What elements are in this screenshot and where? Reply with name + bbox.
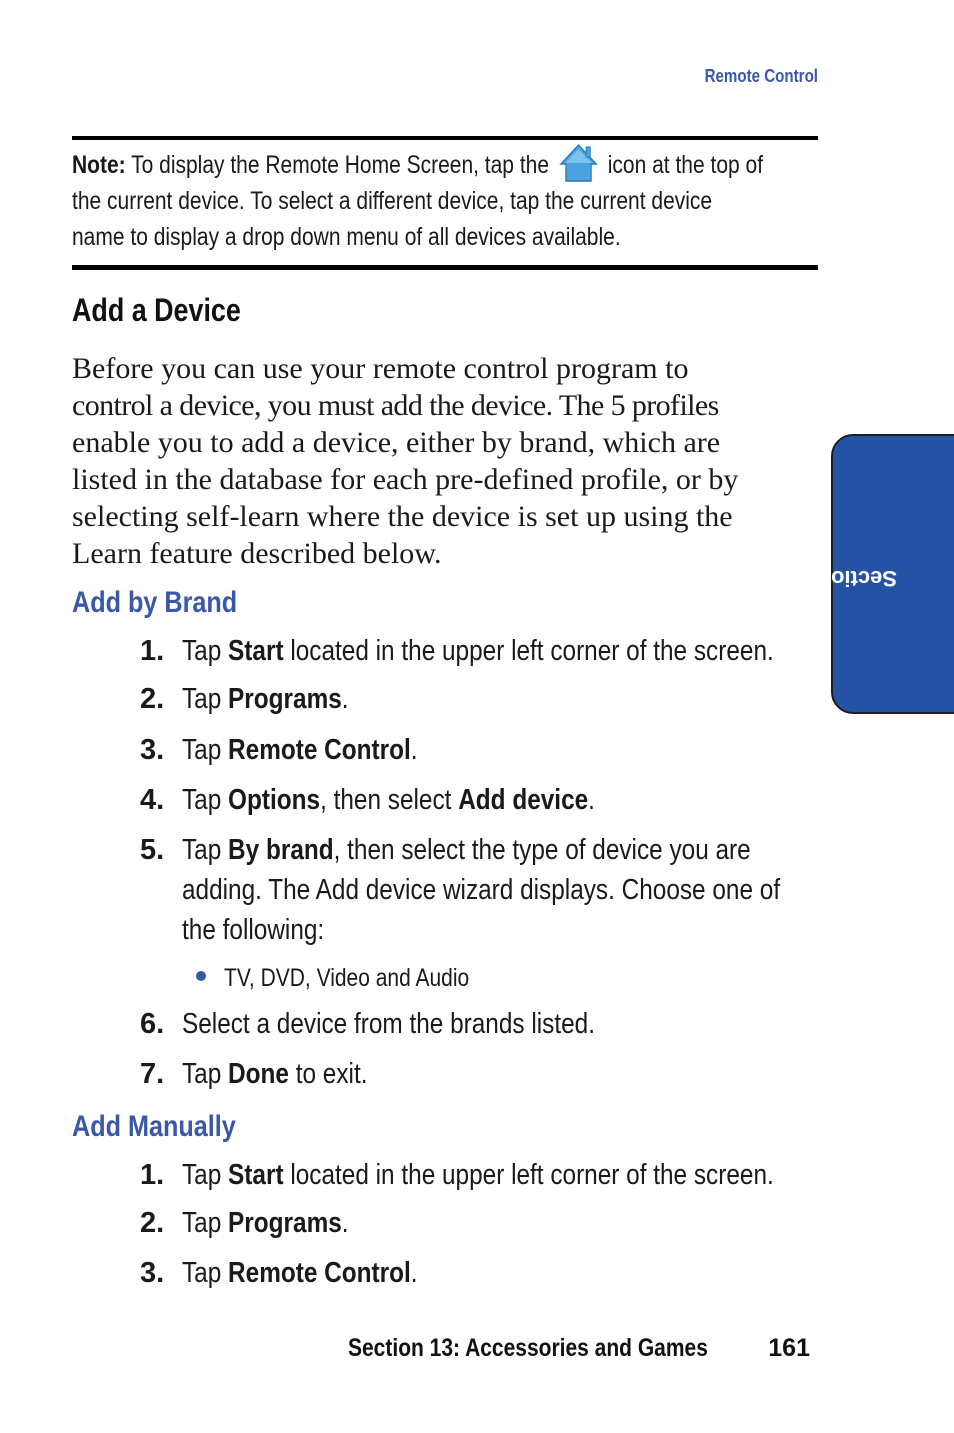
intro-line: control a device, you must add the device. The 5 profiles: [72, 389, 719, 422]
step-number: 4.: [140, 784, 165, 816]
step-bold-term: Start: [228, 635, 284, 667]
step-text: Tap: [182, 1058, 229, 1090]
step-text: Tap: [182, 784, 229, 816]
step-text: .: [588, 784, 595, 816]
note-line-3: name to display a drop down menu of all devices available.: [72, 223, 621, 251]
step-text: Tap: [182, 635, 229, 667]
note-line-2: the current device. To select a different device, tap the current device: [72, 187, 713, 215]
step-bold-term: Done: [228, 1058, 289, 1090]
note-top-rule: [72, 136, 818, 140]
step-text: Select a device from the brands listed.: [182, 1008, 595, 1040]
intro-paragraph: [72, 350, 812, 572]
step-text-line-3: the following:: [182, 914, 325, 946]
step-text: Tap: [182, 834, 229, 866]
step-number: 1.: [140, 635, 165, 667]
note-box: [72, 143, 954, 255]
note-bottom-rule: [72, 265, 818, 270]
step-text-line-2: adding. The Add device wizard displays. Choose one of: [182, 874, 781, 906]
step-number: 1.: [140, 1159, 165, 1191]
bullet-dot-icon: [196, 971, 206, 981]
step-number: 2.: [140, 1207, 165, 1239]
step-number: 2.: [140, 683, 165, 715]
step-text: .: [341, 1207, 349, 1239]
intro-line: listed in the database for each pre-defined profile, or by: [72, 463, 739, 496]
intro-line: enable you to add a device, either by brand, which are: [72, 426, 721, 459]
step-bold-term: Start: [228, 1159, 284, 1191]
step-text: located in the upper left corner of the screen.: [283, 635, 774, 667]
intro-line: Before you can use your remote control program to: [72, 352, 689, 385]
step-bold-term: Remote Control: [228, 1257, 411, 1289]
step-number: 6.: [140, 1008, 165, 1040]
step-text: , then select: [320, 784, 459, 816]
bullet-text: TV, DVD, Video and Audio: [224, 964, 470, 992]
step-text: Tap: [182, 1257, 229, 1289]
step-text: .: [410, 1257, 418, 1289]
footer-section-title: [348, 1334, 776, 1363]
step-bold-term: Programs: [228, 1207, 342, 1239]
step-text: Tap: [182, 683, 229, 715]
step-number: 7.: [140, 1058, 165, 1090]
step-bold-term: Options: [228, 784, 321, 816]
step-number: 5.: [140, 834, 165, 866]
step-bold-term: Programs: [228, 683, 342, 715]
note-line-1: [72, 143, 818, 183]
footer-section-text: Section 13: Accessories and Games: [348, 1334, 708, 1362]
intro-line: selecting self-learn where the device is set up using the: [72, 500, 733, 533]
step-text: located in the upper left corner of the screen.: [283, 1159, 774, 1191]
step-text: to exit.: [288, 1058, 368, 1090]
note-text-after-icon: icon at the top of: [607, 151, 764, 179]
section-side-tab-text: Section 13: [786, 566, 898, 591]
subhead-add-by-brand: [72, 586, 269, 620]
step-text: , then select the type of device you are: [333, 834, 751, 866]
note-label: Note:: [72, 151, 126, 179]
section-title: [72, 292, 273, 329]
note-text-before-icon: To display the Remote Home Screen, tap the: [131, 151, 550, 179]
step-bold-term: Add device: [458, 784, 589, 816]
step-text: .: [410, 734, 418, 766]
subhead-add-by-brand-text: Add by Brand: [72, 586, 238, 619]
step-text: .: [341, 683, 349, 715]
step-text: Tap: [182, 734, 229, 766]
step-text: Tap: [182, 1207, 229, 1239]
intro-line: Learn feature described below.: [72, 537, 442, 570]
section-title-text: Add a Device: [72, 292, 241, 328]
subhead-add-manually-text: Add Manually: [72, 1110, 236, 1143]
home-icon: [558, 143, 598, 183]
step-text: Tap: [182, 1159, 229, 1191]
subhead-add-manually: [72, 1110, 267, 1144]
step-bold-term: Remote Control: [228, 734, 411, 766]
step-number: 3.: [140, 734, 165, 766]
step-bold-term: By brand: [228, 834, 334, 866]
step-number: 3.: [140, 1257, 165, 1289]
running-header-text: Remote Control: [704, 66, 818, 86]
running-header: [683, 66, 818, 87]
page-number: 161: [768, 1334, 810, 1362]
